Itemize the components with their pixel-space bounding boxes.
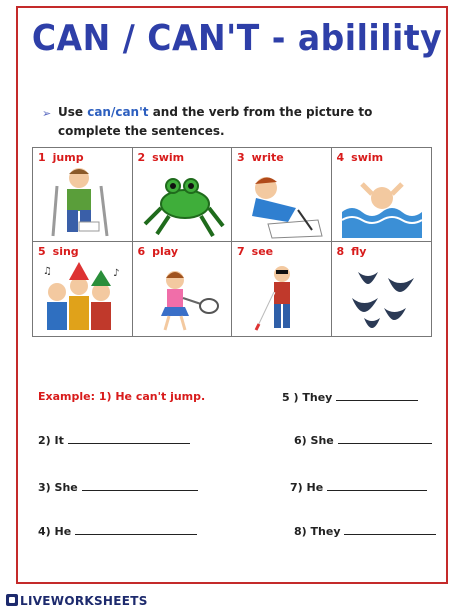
picture-cell-5 [33,242,133,336]
sentence-3 [38,480,198,494]
svg-text:♫: ♫ [43,266,52,277]
sentence-number: 4) [38,525,51,538]
answer-blank[interactable] [338,433,432,444]
example-answer: can't jump. [135,390,206,403]
sentence-number: 8) [294,525,307,538]
sentence-8 [294,524,436,538]
sentence-2 [38,433,190,447]
swallows-image [338,258,426,334]
picture-grid [32,147,432,337]
drowning-person-image [338,164,426,240]
sentence-number: 7) [290,481,303,494]
sentence-number: 2) [38,434,51,447]
singers-image [39,258,127,334]
instructions-highlight: can/can't [87,105,149,119]
picture-label: 2 swim [137,151,185,164]
frog-image [139,164,227,240]
boy-crutches-image [39,164,127,240]
picture-label: 6 play [137,245,179,258]
picture-label: 3 write [237,151,284,164]
brand-name: LIVEWORKSHEETS [20,594,148,608]
sentence-7 [290,480,427,494]
picture-cell-2 [133,148,233,242]
sentence-subject: They [302,391,333,404]
example-prefix: Example: 1) He [38,390,136,403]
sentence-6 [294,433,432,447]
liveworksheets-logo[interactable] [6,594,148,608]
sentence-number: 3) [38,481,51,494]
picture-cell-7 [232,242,332,336]
picture-cell-1 [33,148,133,242]
boy-writing-image [238,164,326,240]
answer-blank[interactable] [68,433,190,444]
picture-label: 8 fly [336,245,367,258]
sentence-subject: They [310,525,341,538]
sentence-subject: She [310,434,334,447]
sentence-subject: He [54,525,72,538]
picture-cell-4 [332,148,432,242]
picture-label: 5 sing [38,245,79,258]
sentence-5 [282,390,418,404]
picture-cell-3 [232,148,332,242]
page-title: CAN / CAN'T - abilility [31,16,443,59]
girl-tennis-image [139,258,227,334]
picture-label: 1 jump [38,151,84,164]
instructions-post: and the verb from the picture to complete the sentences. [58,105,373,138]
answer-blank[interactable] [336,390,418,401]
sentence-subject: She [54,481,78,494]
sentence-number: 5 ) [282,391,299,404]
sentence-4 [38,524,197,538]
blind-man-image [238,258,326,334]
answer-blank[interactable] [82,480,198,491]
answer-blank[interactable] [327,480,427,491]
instructions-pre: Use [58,105,88,119]
pointer-icon: ➢ [42,107,52,120]
liveworksheets-icon [6,594,18,606]
answer-blank[interactable] [75,524,197,535]
example-sentence [38,390,205,403]
svg-text:♪: ♪ [113,268,120,279]
answer-blank[interactable] [344,524,436,535]
sentence-subject: He [306,481,324,494]
picture-cell-6 [133,242,233,336]
instructions [42,103,438,141]
sentence-number: 6) [294,434,307,447]
footer [0,594,474,611]
sentence-subject: It [54,434,64,447]
picture-cell-8 [332,242,432,336]
picture-label: 7 see [237,245,274,258]
picture-label: 4 swim [336,151,384,164]
